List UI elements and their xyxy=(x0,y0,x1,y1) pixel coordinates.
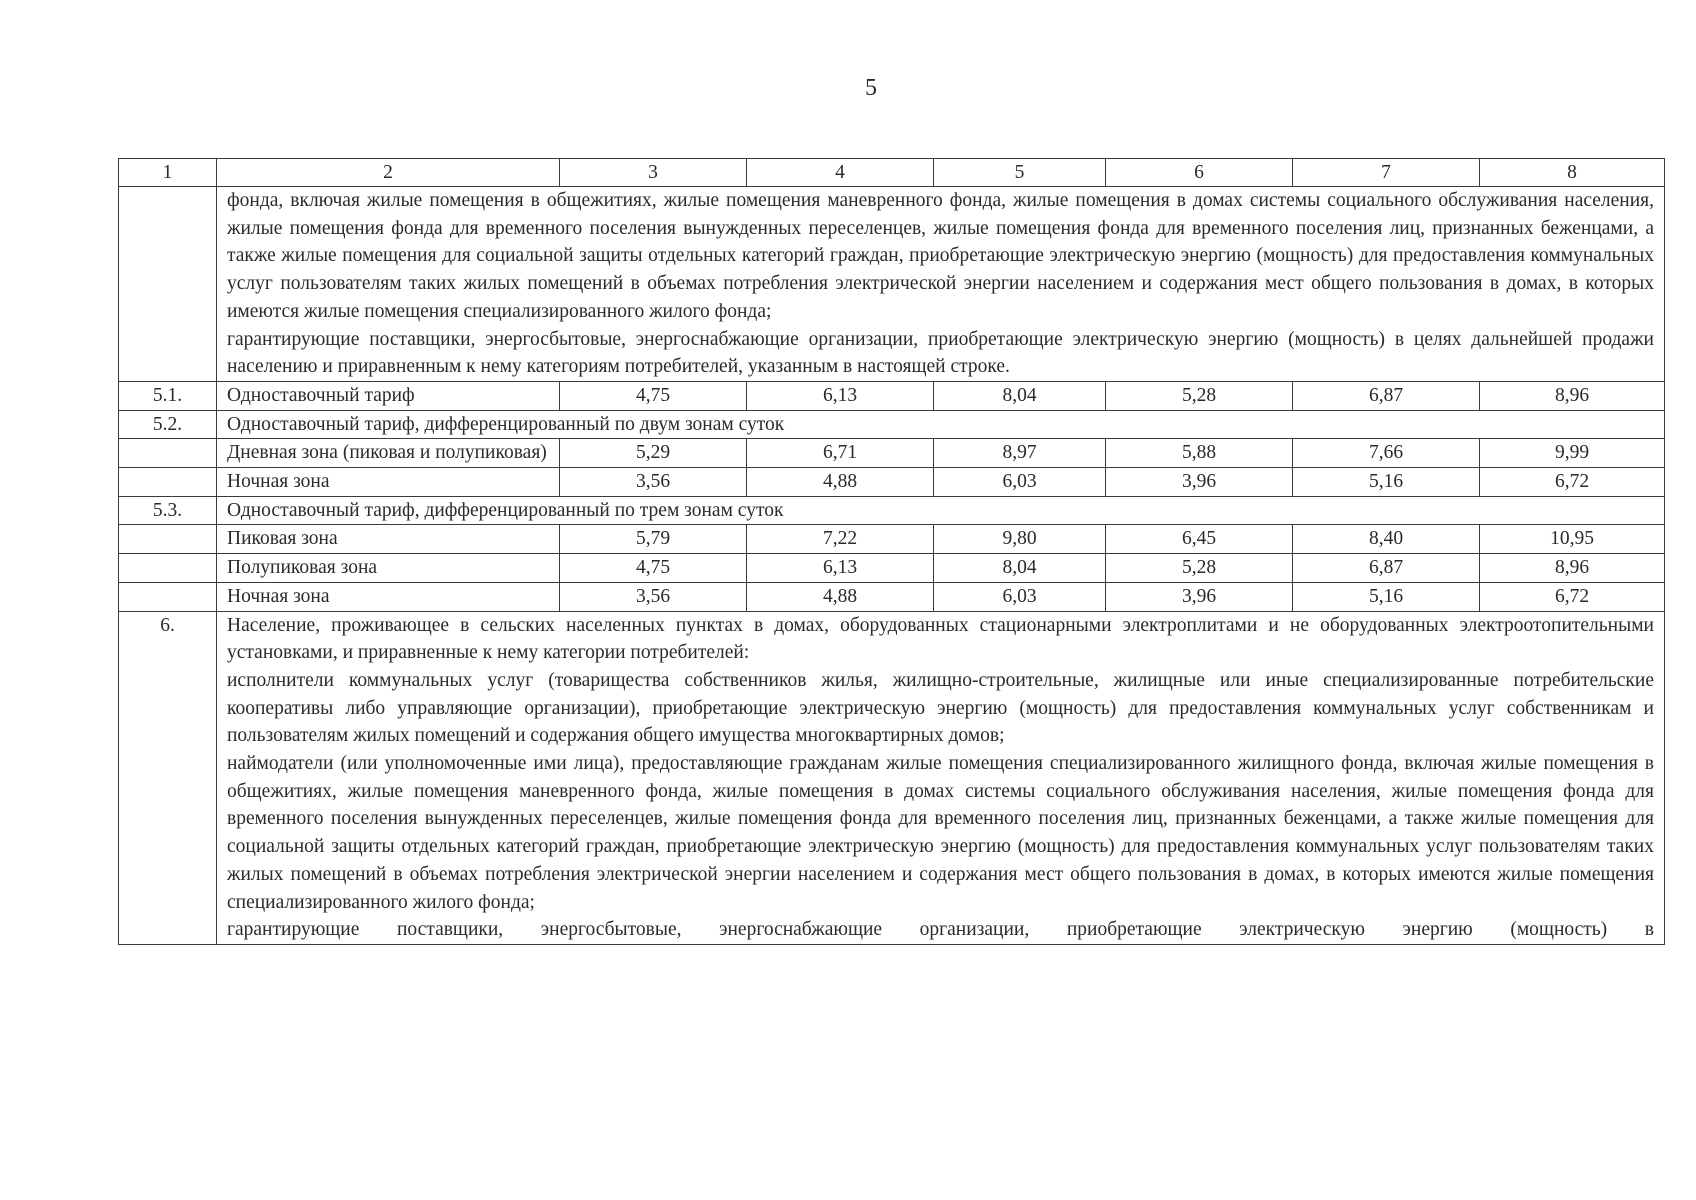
paragraph: гарантирующие поставщики, энергосбытовые, энергоснабжающие организации, приобретающие электрическую энергию (мощность) в xyxy=(227,919,1654,941)
table-row xyxy=(119,554,1665,583)
row-label: Ночная зона xyxy=(217,582,560,611)
table-cell: 5,88 xyxy=(1106,439,1293,468)
table-cell: 8,04 xyxy=(934,554,1106,583)
table-cell: 4,88 xyxy=(747,468,934,497)
table-cell: 6,13 xyxy=(747,554,934,583)
header-cell: 6 xyxy=(1106,159,1293,187)
header-cell: 3 xyxy=(560,159,747,187)
table-cell: 6,03 xyxy=(934,582,1106,611)
paragraph: фонда, включая жилые помещения в общежитиях, жилые помещения маневренного фонда, жилые помещения в домах системы социального обслуживания населения, жилые помещения фонда для временного поселения вынужденных переселенцев, жилые помещения фонда для временного поселения лиц, признанных беженцами, а также жилые помещения для социальной защиты отдельных категорий граждан, приобретающие электрическую энергию (мощность) для предоставления коммунальных услуг пользователям таких жилых помещений в объемах потребления электрической энергии населением и содержания мест общего пользования в домах, в которых имеются жилые помещения специализированного жилого фонда; xyxy=(227,190,1654,322)
table-row xyxy=(119,468,1665,497)
header-cell: 5 xyxy=(934,159,1106,187)
table-cell: 5,28 xyxy=(1106,554,1293,583)
paragraph: Население, проживающее в сельских населенных пунктах в домах, оборудованных стационарными электроплитами и не оборудованных электроотопительными установками, и приравненные к нему категории потребителей: xyxy=(227,614,1654,664)
row-number xyxy=(119,554,217,583)
table-cell: 6,03 xyxy=(934,468,1106,497)
category-description xyxy=(217,611,1665,944)
table-cell: 8,96 xyxy=(1480,554,1665,583)
table-cell: 8,40 xyxy=(1293,525,1480,554)
table-cell: 8,97 xyxy=(934,439,1106,468)
column-number-header xyxy=(119,159,1665,187)
table-cell: 4,88 xyxy=(747,582,934,611)
table-cell: 6,87 xyxy=(1293,381,1480,410)
section-label: Одноставочный тариф, дифференцированный по двум зонам суток xyxy=(217,410,1665,439)
row-number: 5.1. xyxy=(119,381,217,410)
row-number: 5.2. xyxy=(119,410,217,439)
table-cell: 5,29 xyxy=(560,439,747,468)
table-row xyxy=(119,439,1665,468)
table-cell: 4,75 xyxy=(560,381,747,410)
table-cell: 4,75 xyxy=(560,554,747,583)
row-label: Дневная зона (пиковая и полупиковая) xyxy=(217,439,560,468)
table-row xyxy=(119,381,1665,410)
row-number: 6. xyxy=(119,611,217,944)
row-label: Ночная зона xyxy=(217,468,560,497)
header-cell: 2 xyxy=(217,159,560,187)
header-cell: 7 xyxy=(1293,159,1480,187)
table-cell: 8,04 xyxy=(934,381,1106,410)
row-label: Одноставочный тариф xyxy=(217,381,560,410)
section-row xyxy=(119,410,1665,439)
table-cell: 6,45 xyxy=(1106,525,1293,554)
row-number xyxy=(119,187,217,382)
table-cell: 5,16 xyxy=(1293,468,1480,497)
table-cell: 7,66 xyxy=(1293,439,1480,468)
row-number xyxy=(119,468,217,497)
row-label: Пиковая зона xyxy=(217,525,560,554)
table-cell: 6,71 xyxy=(747,439,934,468)
row-number: 5.3. xyxy=(119,496,217,525)
table-cell: 8,96 xyxy=(1480,381,1665,410)
continuation-row xyxy=(119,187,1665,382)
table-cell: 9,99 xyxy=(1480,439,1665,468)
row-number xyxy=(119,582,217,611)
paragraph: наймодатели (или уполномоченные ими лица), предоставляющие гражданам жилые помещения специализированного жилищного фонда, включая жилые помещения в общежитиях, жилые помещения маневренного фонда, жилые помещения в домах системы социального обслуживания населения, жилые помещения фонда для временного поселения вынужденных переселенцев, жилые помещения фонда для временного поселения лиц, признанных беженцами, а также жилые помещения для социальной защиты отдельных категорий граждан, приобретающие электрическую энергию (мощность) для предоставления коммунальных услуг пользователям таких жилых помещений в объемах потребления электрической энергии населением и содержания мест общего пользования в домах, в которых имеются жилые помещения специализированного жилого фонда; xyxy=(227,753,1654,913)
paragraph: исполнители коммунальных услуг (товарищества собственников жилья, жилищно-строительные, жилищные или иные специализированные потребительские кооперативы либо управляющие организации), приобретающие электрическую энергию (мощность) для предоставления коммунальных услуг собственникам и пользователям жилых помещений и содержания общего имущества многоквартирных домов; xyxy=(227,669,1654,747)
table-row xyxy=(119,525,1665,554)
table-cell: 5,79 xyxy=(560,525,747,554)
table-cell: 7,22 xyxy=(747,525,934,554)
row-label: Полупиковая зона xyxy=(217,554,560,583)
row-number xyxy=(119,439,217,468)
table-cell: 6,13 xyxy=(747,381,934,410)
section-row xyxy=(119,496,1665,525)
page-number: 5 xyxy=(865,75,877,101)
section-label: Одноставочный тариф, дифференцированный по трем зонам суток xyxy=(217,496,1665,525)
table-cell: 3,56 xyxy=(560,468,747,497)
paragraph: гарантирующие поставщики, энергосбытовые, энергоснабжающие организации, приобретающие электрическую энергию (мощность) в целях дальнейшей продажи населению и приравненным к нему категориям потребителей, указанным в настоящей строке. xyxy=(227,328,1654,378)
header-cell: 4 xyxy=(747,159,934,187)
table-cell: 5,28 xyxy=(1106,381,1293,410)
header-cell: 1 xyxy=(119,159,217,187)
row-number xyxy=(119,525,217,554)
continuation-text xyxy=(217,187,1665,382)
table-cell: 6,72 xyxy=(1480,582,1665,611)
table-cell: 3,96 xyxy=(1106,582,1293,611)
table-row xyxy=(119,582,1665,611)
table-cell: 3,56 xyxy=(560,582,747,611)
table-cell: 5,16 xyxy=(1293,582,1480,611)
table-cell: 9,80 xyxy=(934,525,1106,554)
table-cell: 3,96 xyxy=(1106,468,1293,497)
tariff-table xyxy=(118,158,1665,945)
table-cell: 6,87 xyxy=(1293,554,1480,583)
category-row xyxy=(119,611,1665,944)
header-cell: 8 xyxy=(1480,159,1665,187)
table-cell: 6,72 xyxy=(1480,468,1665,497)
table-cell: 10,95 xyxy=(1480,525,1665,554)
